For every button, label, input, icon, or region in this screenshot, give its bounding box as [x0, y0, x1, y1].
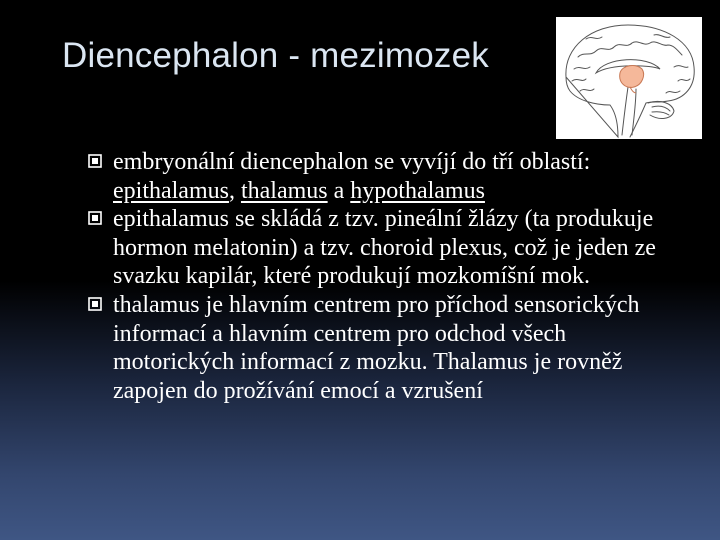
separator: ,: [228, 177, 241, 204]
square-bullet-icon: [88, 297, 102, 311]
slide-title: Diencephalon - mezimozek: [62, 36, 489, 75]
separator: a: [327, 177, 351, 204]
link-hypothalamus[interactable]: hypothalamus: [350, 177, 485, 204]
brain-image: [556, 17, 702, 139]
bullet-item: [88, 148, 688, 205]
bullet-item: [88, 205, 688, 291]
square-bullet-icon: [88, 154, 102, 168]
link-thalamus[interactable]: thalamus: [240, 177, 328, 204]
link-epithalamus[interactable]: epithalamus: [113, 177, 229, 204]
bullet-list: [88, 148, 688, 405]
brain-illustration: [556, 17, 702, 139]
bullet-item: [88, 291, 688, 405]
square-bullet-icon: [88, 211, 102, 225]
bullet-text: thalamus je hlavním centrem pro příchod sensorických informací a hlavním centrem pro odchod všech motorických informací z mozku. Thalamus je rovněž zapojen do prožívání emocí a vzrušení: [113, 291, 640, 404]
bullet-text: epithalamus se skládá z tzv. pineální žlázy (ta produkuje hormon melatonin) a tzv. choroid plexus, což je jeden ze svazku kapilár, které produkují mozkomíšní mok.: [113, 206, 656, 290]
bullet-text: embryonální diencephalon se vyvíjí do tří oblastí:: [113, 149, 591, 175]
